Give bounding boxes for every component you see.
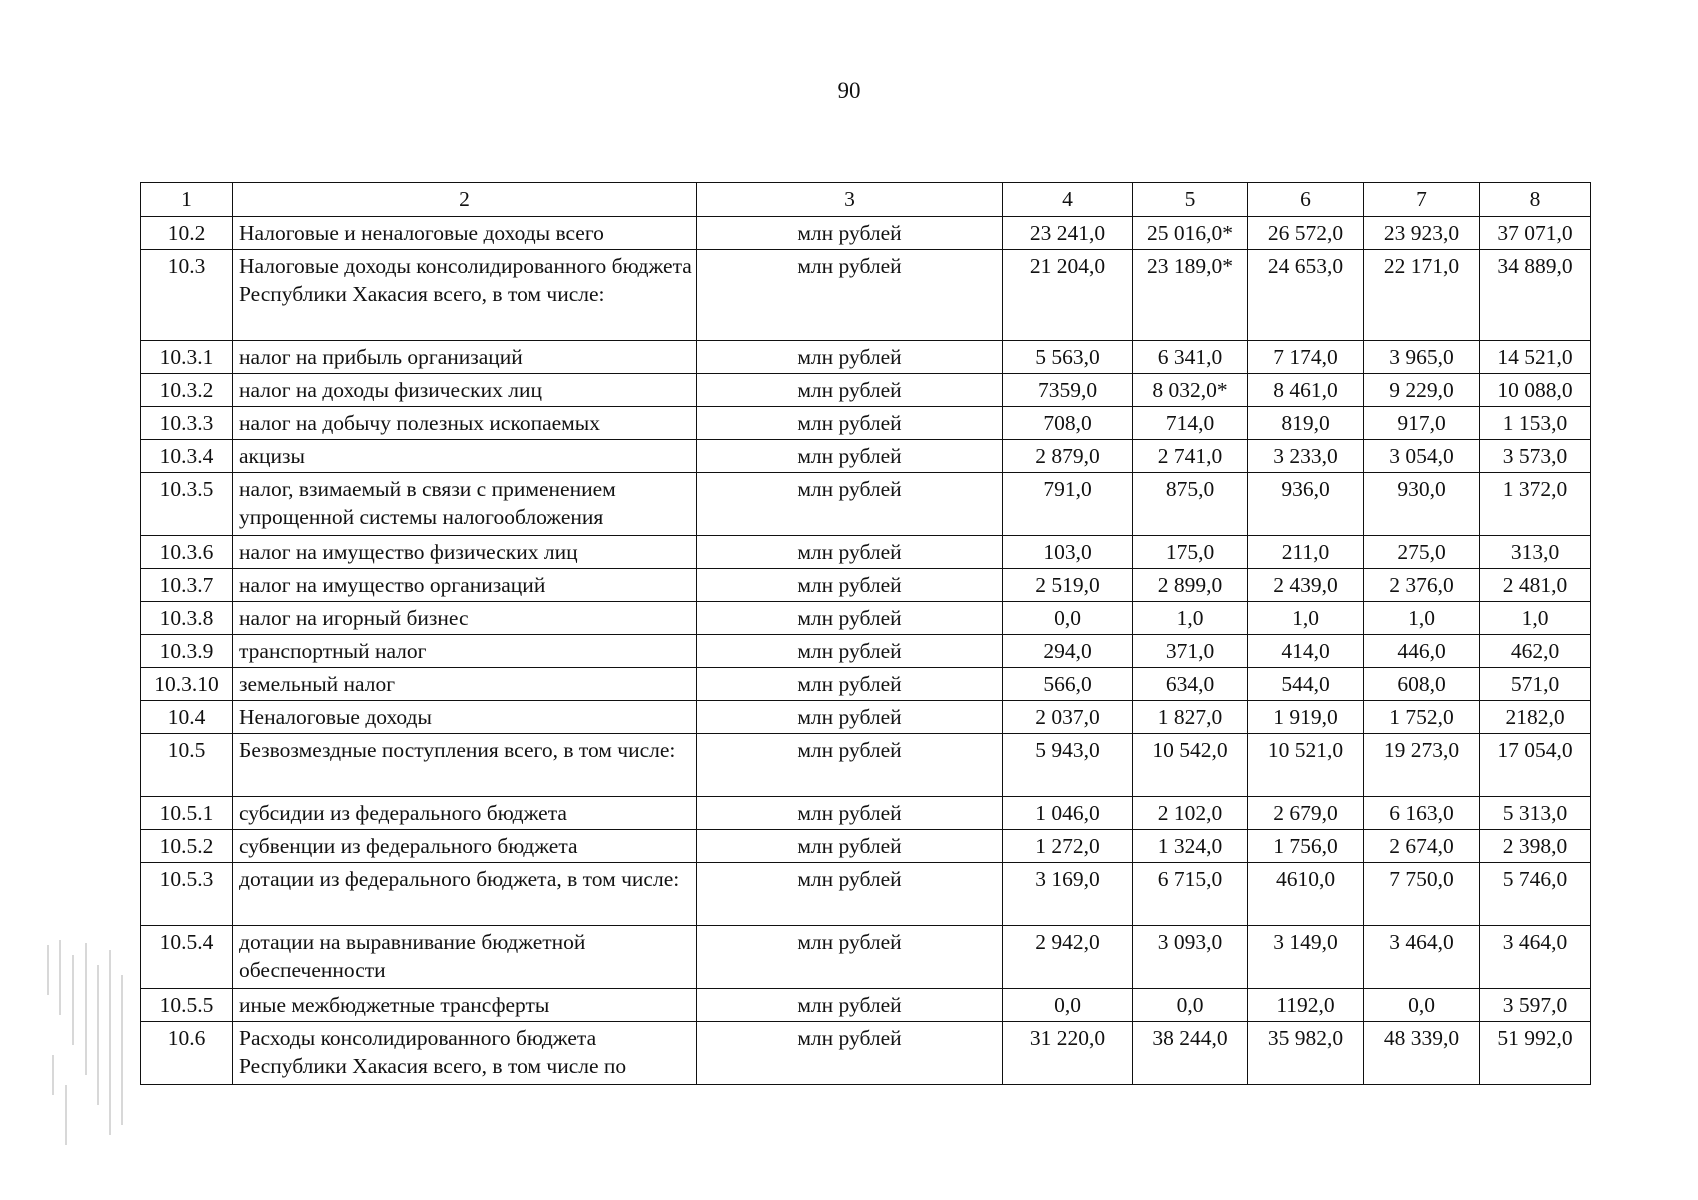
value-cell: 5 943,0 bbox=[1003, 734, 1133, 797]
scan-artifact-mark bbox=[38, 935, 133, 1150]
unit-cell: млн рублей bbox=[697, 407, 1003, 440]
value-cell: 936,0 bbox=[1248, 473, 1364, 536]
value-cell: 875,0 bbox=[1133, 473, 1248, 536]
table-row bbox=[141, 797, 1591, 830]
value-cell: 1 272,0 bbox=[1003, 830, 1133, 863]
value-cell: 8 032,0* bbox=[1133, 374, 1248, 407]
value-cell: 3 464,0 bbox=[1480, 926, 1591, 989]
value-cell: 21 204,0 bbox=[1003, 250, 1133, 341]
value-cell: 1 153,0 bbox=[1480, 407, 1591, 440]
indicator-name-cell: Неналоговые доходы bbox=[233, 701, 697, 734]
row-number-cell: 10.5.5 bbox=[141, 989, 233, 1022]
indicator-name-cell: налог на имущество организаций bbox=[233, 569, 697, 602]
value-cell: 7 750,0 bbox=[1364, 863, 1480, 926]
value-cell: 371,0 bbox=[1133, 635, 1248, 668]
indicator-name-cell: Безвозмездные поступления всего, в том числе: bbox=[233, 734, 697, 797]
unit-cell: млн рублей bbox=[697, 830, 1003, 863]
value-cell: 6 163,0 bbox=[1364, 797, 1480, 830]
header-cell: 5 bbox=[1133, 183, 1248, 217]
row-number-cell: 10.5.4 bbox=[141, 926, 233, 989]
value-cell: 0,0 bbox=[1133, 989, 1248, 1022]
row-number-cell: 10.3.10 bbox=[141, 668, 233, 701]
value-cell: 571,0 bbox=[1480, 668, 1591, 701]
indicator-name-cell: Налоговые доходы консолидированного бюджета Республики Хакасия всего, в том числе: bbox=[233, 250, 697, 341]
value-cell: 2 481,0 bbox=[1480, 569, 1591, 602]
value-cell: 5 746,0 bbox=[1480, 863, 1591, 926]
unit-cell: млн рублей bbox=[697, 668, 1003, 701]
budget-table bbox=[140, 182, 1591, 1085]
header-row bbox=[141, 183, 1591, 217]
table-row bbox=[141, 536, 1591, 569]
indicator-name-cell: дотации из федерального бюджета, в том числе: bbox=[233, 863, 697, 926]
value-cell: 2 376,0 bbox=[1364, 569, 1480, 602]
value-cell: 19 273,0 bbox=[1364, 734, 1480, 797]
table-row bbox=[141, 668, 1591, 701]
row-number-cell: 10.3.4 bbox=[141, 440, 233, 473]
indicator-name-cell: земельный налог bbox=[233, 668, 697, 701]
value-cell: 1 919,0 bbox=[1248, 701, 1364, 734]
value-cell: 3 054,0 bbox=[1364, 440, 1480, 473]
value-cell: 7359,0 bbox=[1003, 374, 1133, 407]
table-row bbox=[141, 989, 1591, 1022]
value-cell: 3 573,0 bbox=[1480, 440, 1591, 473]
value-cell: 175,0 bbox=[1133, 536, 1248, 569]
value-cell: 917,0 bbox=[1364, 407, 1480, 440]
indicator-name-cell: налог на добычу полезных ископаемых bbox=[233, 407, 697, 440]
value-cell: 1 756,0 bbox=[1248, 830, 1364, 863]
value-cell: 1 372,0 bbox=[1480, 473, 1591, 536]
table-row bbox=[141, 701, 1591, 734]
value-cell: 566,0 bbox=[1003, 668, 1133, 701]
value-cell: 2 674,0 bbox=[1364, 830, 1480, 863]
table-row bbox=[141, 341, 1591, 374]
indicator-name-cell: Налоговые и неналоговые доходы всего bbox=[233, 217, 697, 250]
table-row bbox=[141, 734, 1591, 797]
value-cell: 34 889,0 bbox=[1480, 250, 1591, 341]
value-cell: 22 171,0 bbox=[1364, 250, 1480, 341]
value-cell: 7 174,0 bbox=[1248, 341, 1364, 374]
unit-cell: млн рублей bbox=[697, 602, 1003, 635]
unit-cell: млн рублей bbox=[697, 250, 1003, 341]
value-cell: 819,0 bbox=[1248, 407, 1364, 440]
unit-cell: млн рублей bbox=[697, 635, 1003, 668]
value-cell: 3 169,0 bbox=[1003, 863, 1133, 926]
row-number-cell: 10.5.3 bbox=[141, 863, 233, 926]
value-cell: 3 149,0 bbox=[1248, 926, 1364, 989]
value-cell: 23 241,0 bbox=[1003, 217, 1133, 250]
unit-cell: млн рублей bbox=[697, 926, 1003, 989]
value-cell: 23 923,0 bbox=[1364, 217, 1480, 250]
value-cell: 634,0 bbox=[1133, 668, 1248, 701]
unit-cell: млн рублей bbox=[697, 797, 1003, 830]
value-cell: 2 879,0 bbox=[1003, 440, 1133, 473]
indicator-name-cell: иные межбюджетные трансферты bbox=[233, 989, 697, 1022]
value-cell: 1 827,0 bbox=[1133, 701, 1248, 734]
value-cell: 313,0 bbox=[1480, 536, 1591, 569]
value-cell: 9 229,0 bbox=[1364, 374, 1480, 407]
value-cell: 791,0 bbox=[1003, 473, 1133, 536]
value-cell: 294,0 bbox=[1003, 635, 1133, 668]
header-cell: 1 bbox=[141, 183, 233, 217]
row-number-cell: 10.2 bbox=[141, 217, 233, 250]
value-cell: 14 521,0 bbox=[1480, 341, 1591, 374]
table-row bbox=[141, 830, 1591, 863]
value-cell: 414,0 bbox=[1248, 635, 1364, 668]
table-row bbox=[141, 1022, 1591, 1085]
unit-cell: млн рублей bbox=[697, 341, 1003, 374]
value-cell: 2182,0 bbox=[1480, 701, 1591, 734]
row-number-cell: 10.3.2 bbox=[141, 374, 233, 407]
value-cell: 26 572,0 bbox=[1248, 217, 1364, 250]
unit-cell: млн рублей bbox=[697, 863, 1003, 926]
value-cell: 2 398,0 bbox=[1480, 830, 1591, 863]
value-cell: 51 992,0 bbox=[1480, 1022, 1591, 1085]
value-cell: 5 313,0 bbox=[1480, 797, 1591, 830]
value-cell: 0,0 bbox=[1364, 989, 1480, 1022]
value-cell: 2 102,0 bbox=[1133, 797, 1248, 830]
row-number-cell: 10.3.8 bbox=[141, 602, 233, 635]
table-row bbox=[141, 926, 1591, 989]
value-cell: 25 016,0* bbox=[1133, 217, 1248, 250]
value-cell: 6 715,0 bbox=[1133, 863, 1248, 926]
unit-cell: млн рублей bbox=[697, 473, 1003, 536]
value-cell: 1,0 bbox=[1480, 602, 1591, 635]
value-cell: 3 093,0 bbox=[1133, 926, 1248, 989]
header-cell: 2 bbox=[233, 183, 697, 217]
value-cell: 714,0 bbox=[1133, 407, 1248, 440]
row-number-cell: 10.3.9 bbox=[141, 635, 233, 668]
indicator-name-cell: налог на доходы физических лиц bbox=[233, 374, 697, 407]
value-cell: 608,0 bbox=[1364, 668, 1480, 701]
table-row bbox=[141, 863, 1591, 926]
value-cell: 0,0 bbox=[1003, 989, 1133, 1022]
table-body bbox=[141, 183, 1591, 1085]
header-cell: 8 bbox=[1480, 183, 1591, 217]
row-number-cell: 10.3.5 bbox=[141, 473, 233, 536]
table-row bbox=[141, 217, 1591, 250]
unit-cell: млн рублей bbox=[697, 374, 1003, 407]
row-number-cell: 10.3.1 bbox=[141, 341, 233, 374]
row-number-cell: 10.3.3 bbox=[141, 407, 233, 440]
value-cell: 2 899,0 bbox=[1133, 569, 1248, 602]
unit-cell: млн рублей bbox=[697, 1022, 1003, 1085]
row-number-cell: 10.3 bbox=[141, 250, 233, 341]
value-cell: 103,0 bbox=[1003, 536, 1133, 569]
indicator-name-cell: дотации на выравнивание бюджетной обеспеченности bbox=[233, 926, 697, 989]
indicator-name-cell: транспортный налог bbox=[233, 635, 697, 668]
value-cell: 17 054,0 bbox=[1480, 734, 1591, 797]
table-row bbox=[141, 635, 1591, 668]
indicator-name-cell: налог на прибыль организаций bbox=[233, 341, 697, 374]
value-cell: 35 982,0 bbox=[1248, 1022, 1364, 1085]
unit-cell: млн рублей bbox=[697, 701, 1003, 734]
value-cell: 2 519,0 bbox=[1003, 569, 1133, 602]
value-cell: 10 521,0 bbox=[1248, 734, 1364, 797]
value-cell: 3 233,0 bbox=[1248, 440, 1364, 473]
row-number-cell: 10.5.1 bbox=[141, 797, 233, 830]
value-cell: 2 037,0 bbox=[1003, 701, 1133, 734]
row-number-cell: 10.3.7 bbox=[141, 569, 233, 602]
table-row bbox=[141, 250, 1591, 341]
header-cell: 4 bbox=[1003, 183, 1133, 217]
value-cell: 1,0 bbox=[1248, 602, 1364, 635]
table-row bbox=[141, 569, 1591, 602]
row-number-cell: 10.4 bbox=[141, 701, 233, 734]
value-cell: 211,0 bbox=[1248, 536, 1364, 569]
value-cell: 4610,0 bbox=[1248, 863, 1364, 926]
value-cell: 544,0 bbox=[1248, 668, 1364, 701]
value-cell: 10 542,0 bbox=[1133, 734, 1248, 797]
value-cell: 8 461,0 bbox=[1248, 374, 1364, 407]
value-cell: 3 965,0 bbox=[1364, 341, 1480, 374]
unit-cell: млн рублей bbox=[697, 217, 1003, 250]
row-number-cell: 10.5.2 bbox=[141, 830, 233, 863]
value-cell: 6 341,0 bbox=[1133, 341, 1248, 374]
value-cell: 1 324,0 bbox=[1133, 830, 1248, 863]
value-cell: 37 071,0 bbox=[1480, 217, 1591, 250]
indicator-name-cell: Расходы консолидированного бюджета Республики Хакасия всего, в том числе по bbox=[233, 1022, 697, 1085]
unit-cell: млн рублей bbox=[697, 536, 1003, 569]
value-cell: 275,0 bbox=[1364, 536, 1480, 569]
value-cell: 48 339,0 bbox=[1364, 1022, 1480, 1085]
unit-cell: млн рублей bbox=[697, 989, 1003, 1022]
value-cell: 1192,0 bbox=[1248, 989, 1364, 1022]
table-row bbox=[141, 374, 1591, 407]
indicator-name-cell: налог на имущество физических лиц bbox=[233, 536, 697, 569]
value-cell: 2 741,0 bbox=[1133, 440, 1248, 473]
value-cell: 31 220,0 bbox=[1003, 1022, 1133, 1085]
value-cell: 0,0 bbox=[1003, 602, 1133, 635]
row-number-cell: 10.5 bbox=[141, 734, 233, 797]
unit-cell: млн рублей bbox=[697, 440, 1003, 473]
value-cell: 1 752,0 bbox=[1364, 701, 1480, 734]
value-cell: 3 597,0 bbox=[1480, 989, 1591, 1022]
header-cell: 6 bbox=[1248, 183, 1364, 217]
header-cell: 3 bbox=[697, 183, 1003, 217]
value-cell: 1,0 bbox=[1364, 602, 1480, 635]
value-cell: 2 942,0 bbox=[1003, 926, 1133, 989]
value-cell: 2 439,0 bbox=[1248, 569, 1364, 602]
value-cell: 5 563,0 bbox=[1003, 341, 1133, 374]
table-row bbox=[141, 440, 1591, 473]
indicator-name-cell: субвенции из федерального бюджета bbox=[233, 830, 697, 863]
indicator-name-cell: налог на игорный бизнес bbox=[233, 602, 697, 635]
value-cell: 1,0 bbox=[1133, 602, 1248, 635]
value-cell: 930,0 bbox=[1364, 473, 1480, 536]
header-cell: 7 bbox=[1364, 183, 1480, 217]
value-cell: 3 464,0 bbox=[1364, 926, 1480, 989]
table-row bbox=[141, 473, 1591, 536]
page-number: 90 bbox=[837, 78, 861, 103]
value-cell: 10 088,0 bbox=[1480, 374, 1591, 407]
value-cell: 462,0 bbox=[1480, 635, 1591, 668]
value-cell: 1 046,0 bbox=[1003, 797, 1133, 830]
row-number-cell: 10.3.6 bbox=[141, 536, 233, 569]
value-cell: 38 244,0 bbox=[1133, 1022, 1248, 1085]
value-cell: 708,0 bbox=[1003, 407, 1133, 440]
indicator-name-cell: налог, взимаемый в связи с применением упрощенной системы налогообложения bbox=[233, 473, 697, 536]
indicator-name-cell: акцизы bbox=[233, 440, 697, 473]
indicator-name-cell: субсидии из федерального бюджета bbox=[233, 797, 697, 830]
value-cell: 23 189,0* bbox=[1133, 250, 1248, 341]
row-number-cell: 10.6 bbox=[141, 1022, 233, 1085]
unit-cell: млн рублей bbox=[697, 734, 1003, 797]
table-row bbox=[141, 407, 1591, 440]
value-cell: 446,0 bbox=[1364, 635, 1480, 668]
value-cell: 2 679,0 bbox=[1248, 797, 1364, 830]
value-cell: 24 653,0 bbox=[1248, 250, 1364, 341]
table-row bbox=[141, 602, 1591, 635]
unit-cell: млн рублей bbox=[697, 569, 1003, 602]
